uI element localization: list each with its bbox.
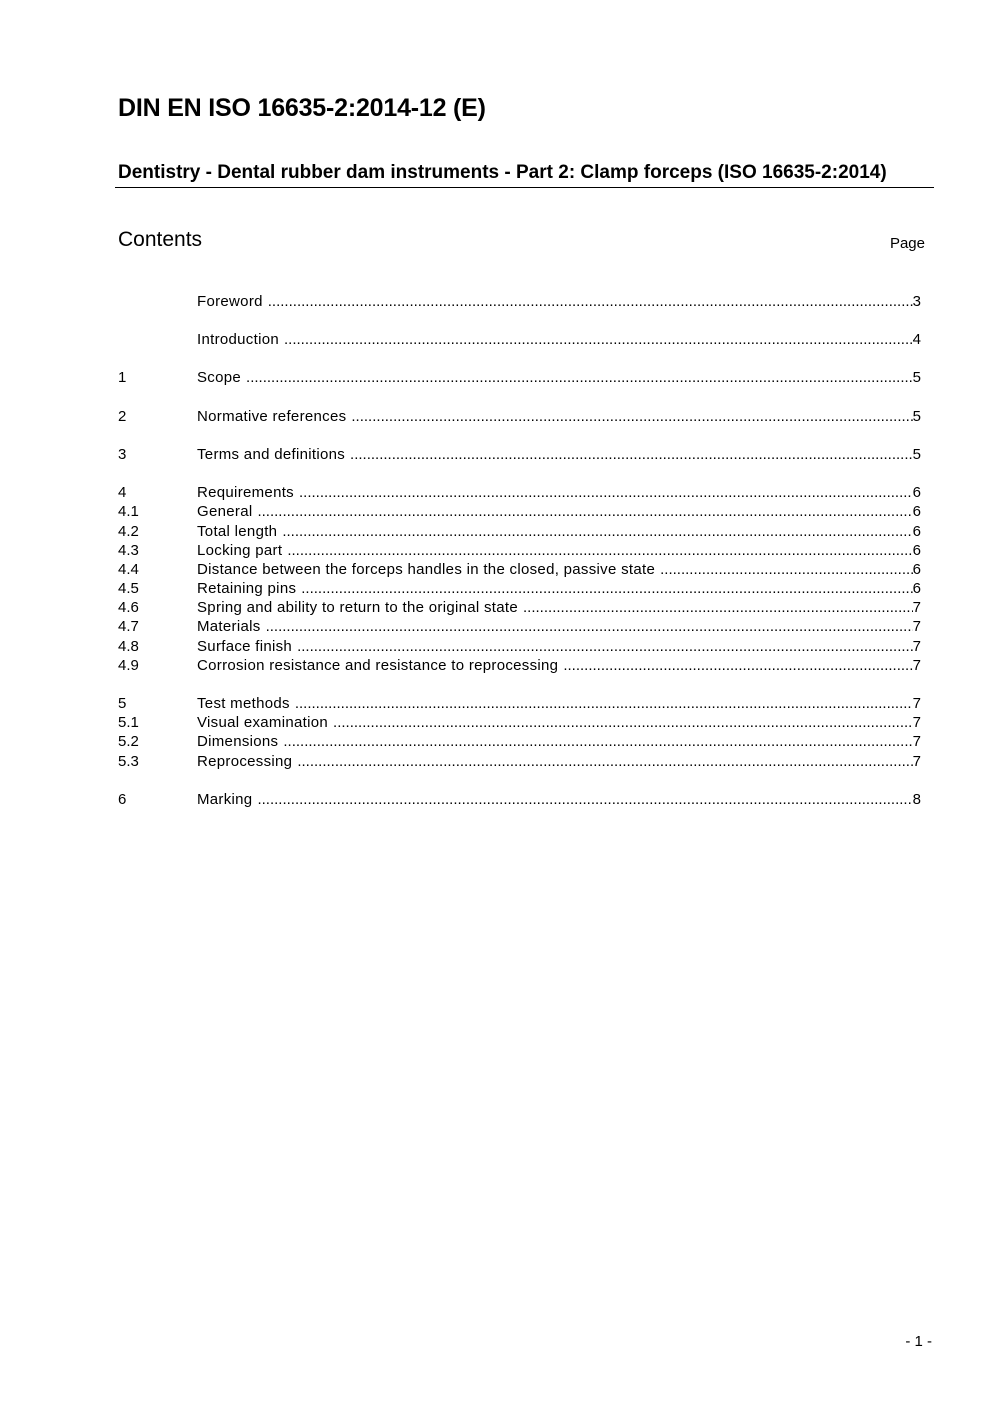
- toc-entry-title: Normative references: [197, 408, 347, 425]
- toc-entry-number: 5: [118, 695, 127, 712]
- toc-dot-leader: [283, 732, 912, 751]
- toc-entry-title: Marking: [197, 791, 253, 808]
- toc-entry[interactable]: [118, 732, 921, 751]
- toc-entry[interactable]: [118, 790, 921, 809]
- toc-dot-leader: [351, 407, 912, 426]
- toc-entry-number: 1: [118, 369, 127, 386]
- toc-entry-title: General: [197, 503, 253, 520]
- toc-entry-page: 7: [912, 657, 921, 674]
- toc-entry-page: 6: [912, 580, 921, 597]
- toc-entry-number: 4.8: [118, 638, 139, 655]
- toc-entry-title: Corrosion resistance and resistance to reprocessing: [197, 657, 559, 674]
- toc-entry-number: 4.6: [118, 599, 139, 616]
- toc-entry-page: 7: [912, 599, 921, 616]
- toc-dot-leader: [284, 330, 913, 349]
- toc-dot-leader: [268, 292, 913, 311]
- toc-entry-number: 4: [118, 484, 127, 501]
- toc-entry[interactable]: [118, 598, 921, 617]
- toc-entry[interactable]: [118, 713, 921, 732]
- toc-entry-number: 4.2: [118, 523, 139, 540]
- toc-entry-number: 4.4: [118, 561, 139, 578]
- toc-entry[interactable]: [118, 752, 921, 771]
- toc-dot-leader: [297, 637, 913, 656]
- toc-entry-title: Locking part: [197, 542, 283, 559]
- toc-dot-leader: [246, 368, 913, 387]
- toc-entry-title: Materials: [197, 618, 261, 635]
- document-title: DIN EN ISO 16635-2:2014-12 (E): [118, 94, 486, 122]
- subtitle-underline: [115, 187, 934, 188]
- toc-entry[interactable]: [118, 637, 921, 656]
- toc-entry-number: 5.2: [118, 733, 139, 750]
- toc-entry-title: Visual examination: [197, 714, 329, 731]
- toc-entry-title: Terms and definitions: [197, 446, 346, 463]
- toc-dot-leader: [287, 541, 912, 560]
- toc-dot-leader: [266, 617, 913, 636]
- toc-dot-leader: [297, 752, 912, 771]
- toc-entry-page: 7: [912, 733, 921, 750]
- toc-entry[interactable]: [118, 407, 921, 426]
- toc-entry-page: 8: [912, 791, 921, 808]
- toc-entry[interactable]: [118, 560, 921, 579]
- toc-entry[interactable]: [118, 579, 921, 598]
- toc-entry-page: 6: [912, 484, 921, 501]
- toc-dot-leader: [333, 713, 913, 732]
- toc-entry-title: Reprocessing: [197, 753, 293, 770]
- toc-entry-number: 3: [118, 446, 127, 463]
- toc-entry[interactable]: [118, 368, 921, 387]
- toc-entry[interactable]: [118, 541, 921, 560]
- toc-entry[interactable]: [118, 330, 921, 349]
- toc-entry-title: Dimensions: [197, 733, 279, 750]
- toc-dot-leader: [295, 694, 913, 713]
- toc-entry[interactable]: [118, 656, 921, 675]
- toc-entry-title: Retaining pins: [197, 580, 297, 597]
- toc-entry-title: Total length: [197, 523, 278, 540]
- toc-dot-leader: [301, 579, 912, 598]
- toc-entry-number: 4.3: [118, 542, 139, 559]
- toc-entry-page: 6: [912, 503, 921, 520]
- toc-entry-page: 6: [912, 523, 921, 540]
- toc-dot-leader: [660, 560, 913, 579]
- toc-entry-page: 7: [912, 714, 921, 731]
- toc-dot-leader: [523, 598, 913, 617]
- toc-entry[interactable]: [118, 694, 921, 713]
- page-column-label: Page: [889, 235, 925, 252]
- page-number: - 1 -: [905, 1333, 932, 1350]
- toc-entry-number: 6: [118, 791, 127, 808]
- toc-entry-page: 7: [912, 618, 921, 635]
- toc-entry-number: 5.1: [118, 714, 139, 731]
- toc-entry-page: 7: [912, 638, 921, 655]
- toc-entry[interactable]: [118, 522, 921, 541]
- toc-entry-number: 4.1: [118, 503, 139, 520]
- toc-entry-number: 5.3: [118, 753, 139, 770]
- toc-dot-leader: [282, 522, 912, 541]
- toc-entry-page: 5: [912, 446, 921, 463]
- toc-entry-title: Foreword: [197, 293, 263, 310]
- contents-heading: Contents: [118, 228, 203, 251]
- toc-dot-leader: [563, 656, 912, 675]
- toc-dot-leader: [257, 502, 912, 521]
- toc-entry[interactable]: [118, 445, 921, 464]
- toc-dot-leader: [257, 790, 912, 809]
- toc-entry-title: Introduction: [197, 331, 279, 348]
- toc-entry[interactable]: [118, 502, 921, 521]
- toc-entry-number: 4.5: [118, 580, 139, 597]
- toc-entry-number: 2: [118, 408, 127, 425]
- toc-entry-number: 4.9: [118, 657, 139, 674]
- toc-entry-page: 6: [912, 561, 921, 578]
- toc-entry-page: 3: [912, 293, 921, 310]
- toc-entry-page: 6: [912, 542, 921, 559]
- toc-entry-title: Scope: [197, 369, 242, 386]
- toc-dot-leader: [299, 483, 913, 502]
- toc-entry-page: 7: [912, 695, 921, 712]
- toc-entry[interactable]: [118, 483, 921, 502]
- toc-entry[interactable]: [118, 292, 921, 311]
- toc-entry-title: Requirements: [197, 484, 294, 501]
- toc-entry-page: 4: [912, 331, 921, 348]
- toc-entry[interactable]: [118, 617, 921, 636]
- toc-dot-leader: [350, 445, 913, 464]
- toc-entry-page: 7: [912, 753, 921, 770]
- toc-entry-page: 5: [912, 408, 921, 425]
- document-subtitle: Dentistry - Dental rubber dam instruments - Part 2: Clamp forceps (ISO 16635-2:2014): [118, 162, 887, 183]
- toc-entry-page: 5: [912, 369, 921, 386]
- toc-entry-number: 4.7: [118, 618, 139, 635]
- toc-entry-title: Surface finish: [197, 638, 293, 655]
- toc-entry-title: Distance between the forceps handles in the closed, passive state: [197, 561, 656, 578]
- toc-entry-title: Spring and ability to return to the original state: [197, 599, 519, 616]
- toc-entry-title: Test methods: [197, 695, 290, 712]
